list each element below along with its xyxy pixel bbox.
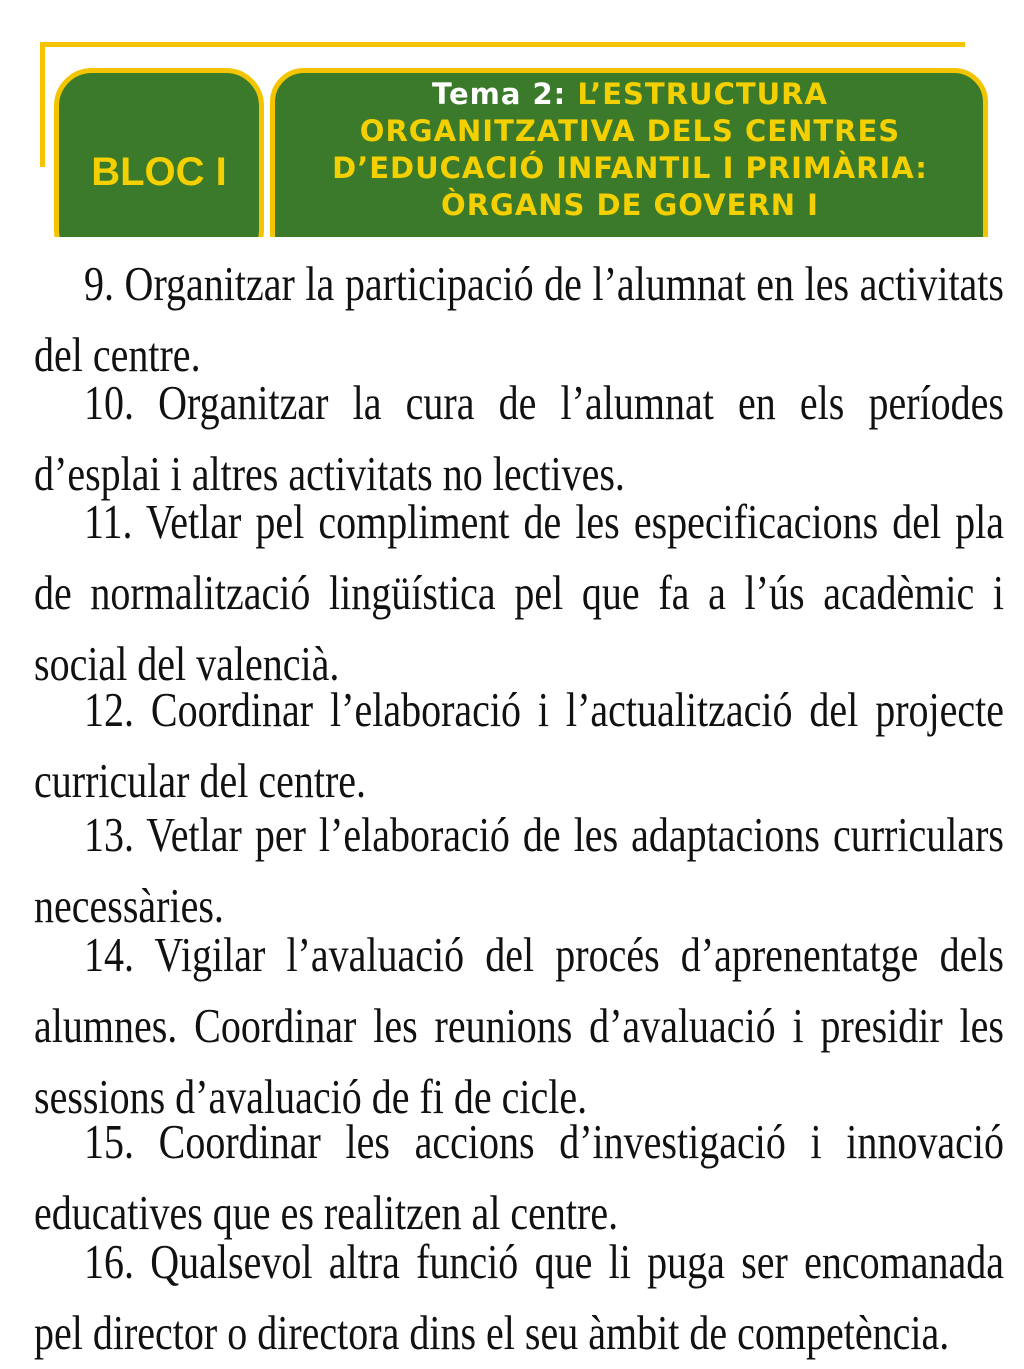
paragraph-item-9: 9. Organitzar la participació de l’alumnat en les activitats del centre. [34, 256, 1004, 382]
decorative-frame-top [40, 42, 965, 47]
paragraph-item-14: 14. Vigilar l’avaluació del procés d’aprenentatge dels alumnes. Coordinar les reunions d’avaluació i presidir les sessions d’avaluació de fi de cicle. [34, 927, 1004, 1124]
paragraph-item-11: 11. Vetlar pel compliment de les especificacions del pla de normalització lingüística pel que fa a l’ús acadèmic i social del valencià. [34, 494, 1004, 691]
tema-prefix: Tema 2: [432, 77, 567, 111]
paragraph-item-15: 15. Coordinar les accions d’investigació i innovació educatives que es realitzen al centre. [34, 1114, 1004, 1240]
tema-title-text: L’ESTRUCTURA ORGANITZATIVA DELS CENTRES D’EDUCACIÓ INFANTIL I PRIMÀRIA: ÒRGANS DE GOVERN I [332, 77, 928, 222]
decorative-frame-left [40, 42, 45, 167]
paragraph-item-12: 12. Coordinar l’elaboració i l’actualització del projecte curricular del centre. [34, 682, 1004, 808]
paragraph-item-10: 10. Organitzar la cura de l’alumnat en els períodes d’esplai i altres activitats no lectives. [34, 375, 1004, 501]
tema-title [290, 76, 970, 224]
bloc-label: BLOC I [91, 150, 227, 194]
paragraph-item-13: 13. Vetlar per l’elaboració de les adaptacions curriculars necessàries. [34, 807, 1004, 933]
document-body [0, 237, 1024, 1365]
paragraph-item-16: 16. Qualsevol altra funció que li puga ser encomanada pel director o directora dins el seu àmbit de competència. [34, 1234, 1004, 1360]
